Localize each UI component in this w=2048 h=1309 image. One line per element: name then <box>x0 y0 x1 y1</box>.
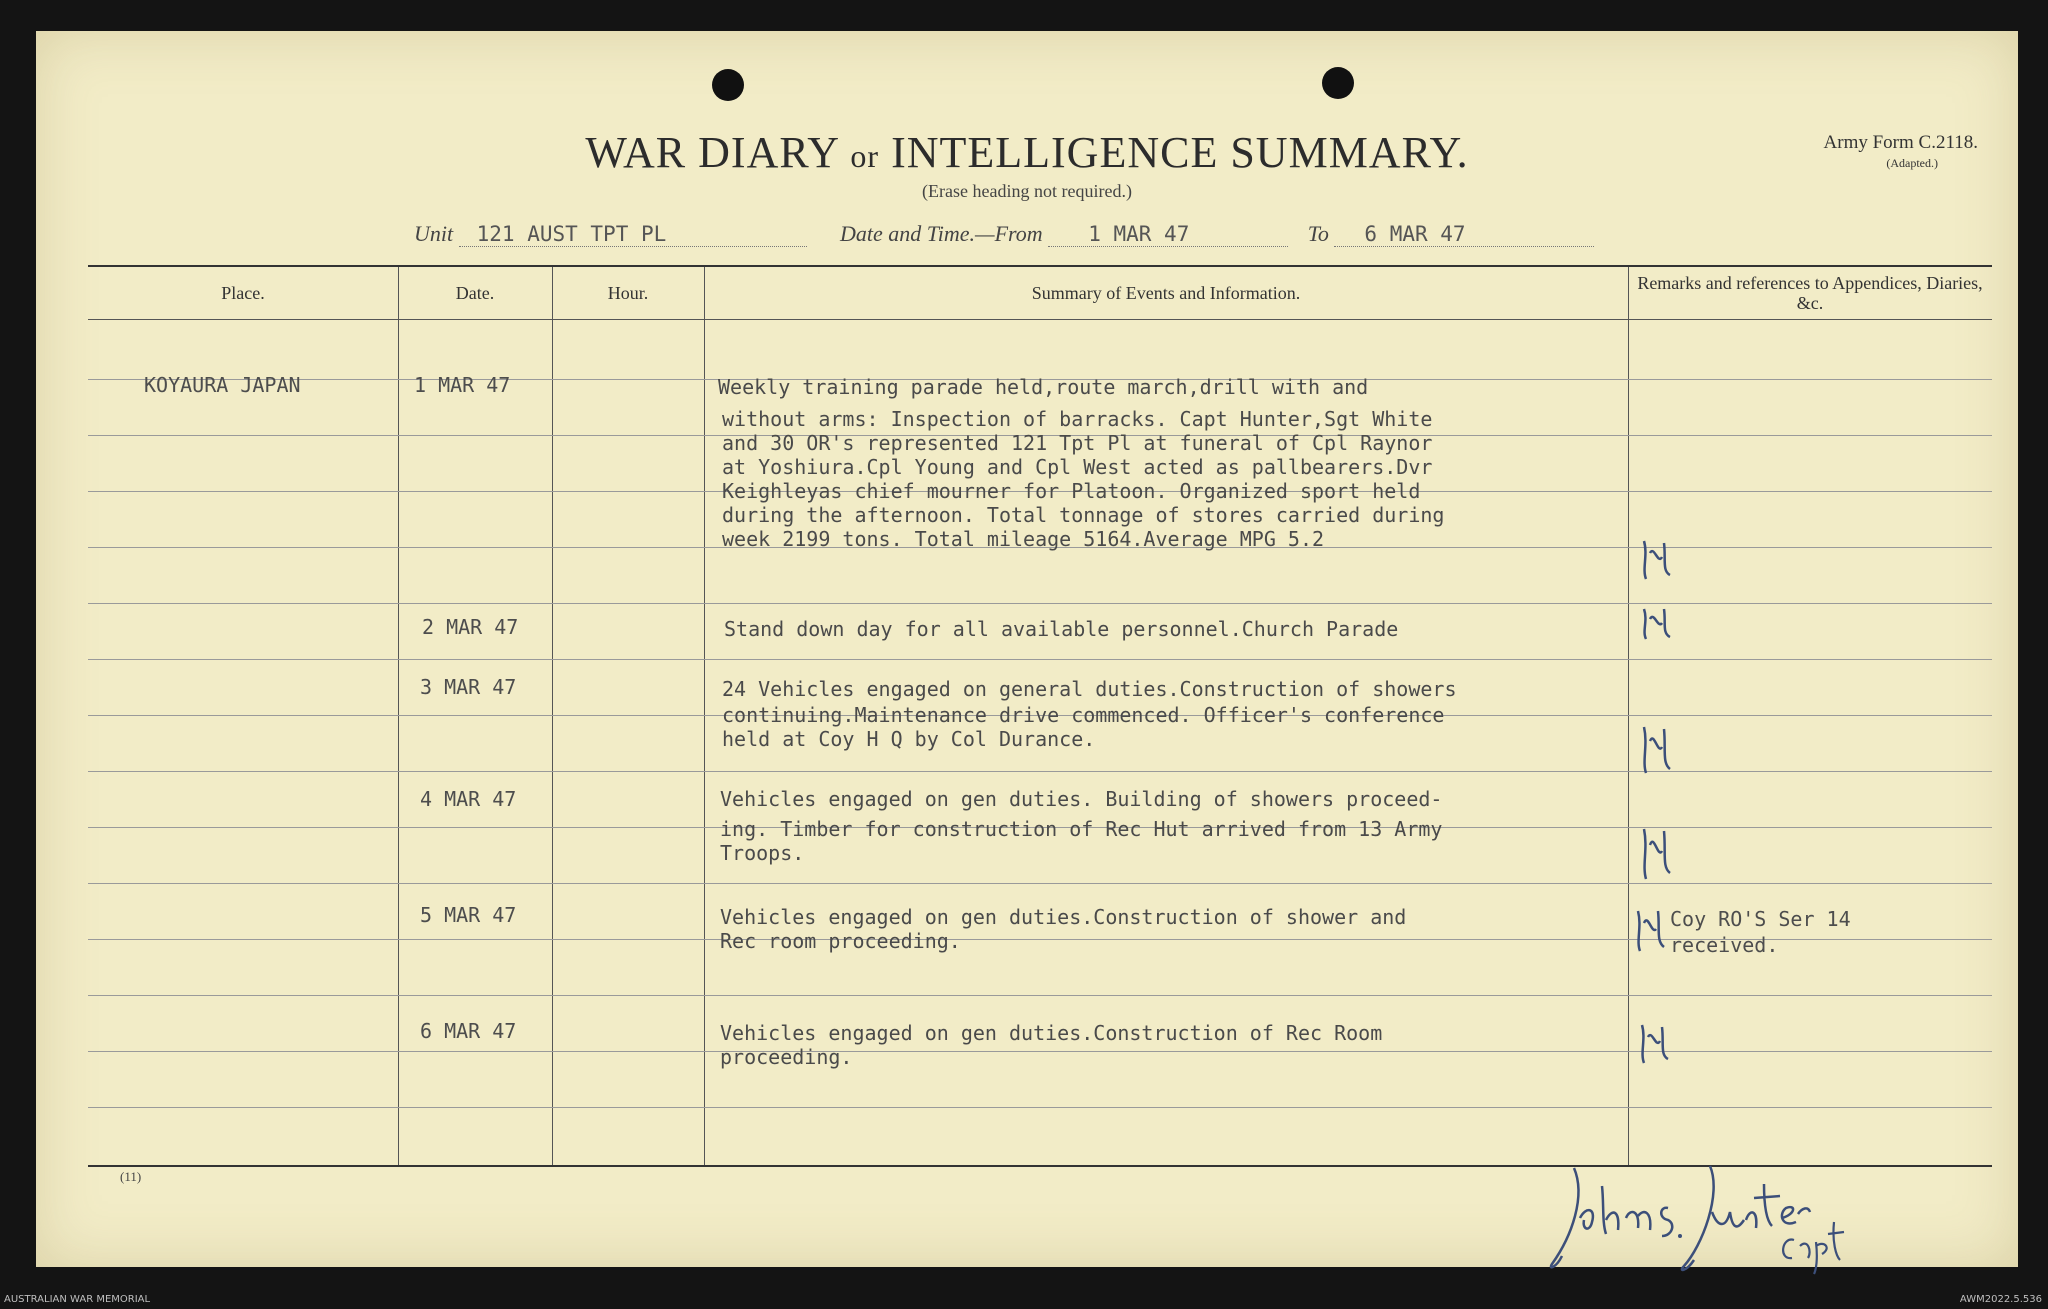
summary-line: week 2199 tons. Total mileage 5164.Average MPG 5.2 <box>722 527 1325 551</box>
date-entry-5-mar: 5 MAR 47 <box>420 903 517 927</box>
to-label: To <box>1307 221 1329 246</box>
form-number-block <box>1824 133 1978 173</box>
archive-credit-right: AWM2022.5.536 <box>1959 1294 2042 1305</box>
date-time-label: Date and Time.—From <box>840 221 1043 246</box>
header-summary: Summary of Events and Information. <box>704 267 1628 320</box>
date-entry-1-mar: 1 MAR 47 <box>414 373 511 397</box>
punch-hole-right <box>1322 67 1354 99</box>
punch-hole-left <box>712 69 744 101</box>
summary-line: during the afternoon. Total tonnage of stores carried during <box>722 503 1445 527</box>
summary-line: held at Coy H Q by Col Durance. <box>722 727 1096 751</box>
initials-mark <box>1636 823 1676 883</box>
document-title <box>36 127 2018 178</box>
summary-line: and 30 OR's represented 121 Tpt Pl at funeral of Cpl Raynor <box>722 431 1433 455</box>
summary-line: without arms: Inspection of barracks. Capt Hunter,Sgt White <box>722 407 1433 431</box>
summary-line: at Yoshiura.Cpl Young and Cpl West acted as pallbearers.Dvr <box>722 455 1433 479</box>
title-war-diary: WAR DIARY <box>585 128 839 177</box>
place-entry: KOYAURA JAPAN <box>144 373 301 397</box>
form-number: Army Form C.2118. <box>1823 132 1978 153</box>
remarks-line: Coy RO'S Ser 14 <box>1670 907 1851 931</box>
remarks-line: received. <box>1670 933 1779 957</box>
footer-number: (11) <box>120 1169 142 1184</box>
archive-credit-left: AUSTRALIAN WAR MEMORIAL <box>4 1294 151 1305</box>
unit-field <box>414 221 807 261</box>
date-entry-3-mar: 3 MAR 47 <box>420 675 517 699</box>
header-place: Place. <box>88 267 398 320</box>
title-intelligence-summary: INTELLIGENCE SUMMARY. <box>891 128 1469 177</box>
summary-line: continuing.Maintenance drive commenced. Officer's conference <box>722 703 1445 727</box>
to-date-value: 6 MAR 47 <box>1334 222 1594 247</box>
date-entry-2-mar: 2 MAR 47 <box>422 615 519 639</box>
summary-line: ing. Timber for construction of Rec Hut arrived from 13 Army <box>720 817 1443 841</box>
form-adapted: (Adapted.) <box>1886 156 1938 170</box>
date-range-field <box>840 221 1594 261</box>
initials-mark <box>1636 603 1676 643</box>
from-date-value: 1 MAR 47 <box>1048 222 1288 247</box>
unit-value: 121 AUST TPT PL <box>459 222 807 247</box>
header-remarks: Remarks and references to Appendices, Diaries, &c. <box>1628 267 1992 320</box>
document-subtitle: (Erase heading not required.) <box>922 181 1132 201</box>
summary-line: Keighleyas chief mourner for Platoon. Organized sport held <box>722 479 1421 503</box>
signature-john-s-hunter-capt <box>1546 1156 1856 1276</box>
summary-line: Stand down day for all available personnel.Church Parade <box>724 617 1399 641</box>
header-date: Date. <box>398 267 552 320</box>
initials-mark <box>1634 1019 1674 1067</box>
date-entry-4-mar: 4 MAR 47 <box>420 787 517 811</box>
diary-sheet <box>36 31 2018 1267</box>
date-entry-6-mar: 6 MAR 47 <box>420 1019 517 1043</box>
summary-line: 24 Vehicles engaged on general duties.Construction of showers <box>722 677 1457 701</box>
summary-line: proceeding. <box>720 1045 853 1069</box>
summary-line: Vehicles engaged on gen duties. Building of showers proceed- <box>720 787 1443 811</box>
summary-line: Vehicles engaged on gen duties.Construction of shower and <box>720 905 1407 929</box>
summary-line: Rec room proceeding. <box>720 929 961 953</box>
summary-line: Vehicles engaged on gen duties.Construction of Rec Room <box>720 1021 1383 1045</box>
header-hour: Hour. <box>552 267 704 320</box>
initials-mark <box>1636 535 1676 583</box>
summary-line: Troops. <box>720 841 805 865</box>
summary-line: Weekly training parade held,route march,drill with and <box>718 375 1369 399</box>
initials-mark <box>1636 721 1676 777</box>
title-or: or <box>850 138 880 174</box>
diary-table <box>88 265 1992 1167</box>
unit-label: Unit <box>414 221 454 246</box>
initials-mark <box>1632 905 1668 955</box>
